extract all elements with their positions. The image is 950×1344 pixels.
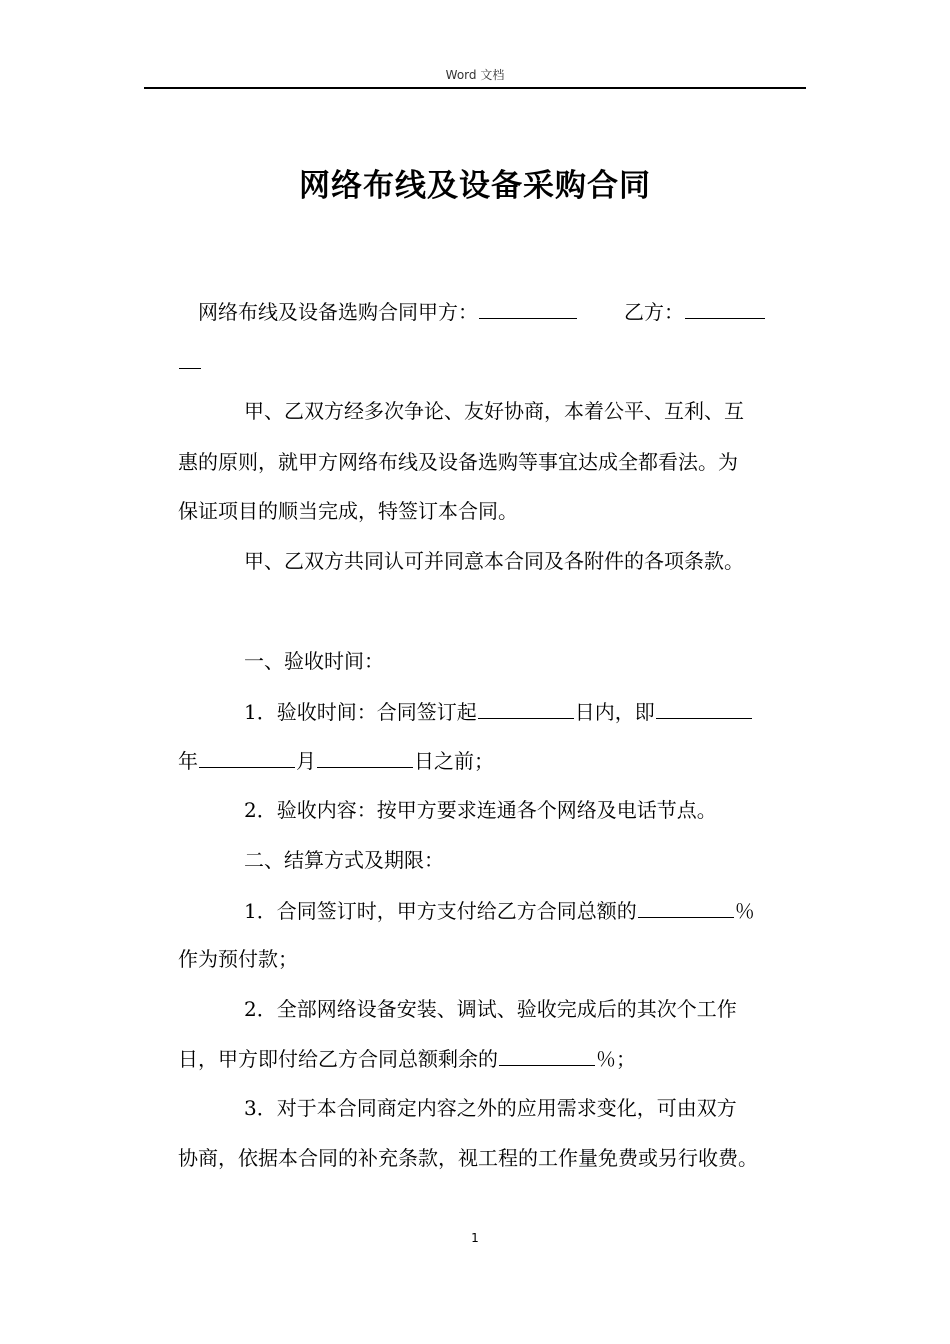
s1-i1-text-b: 日内，即 xyxy=(574,700,655,724)
s1-i1-text-d: 月 xyxy=(296,749,316,773)
parties-line xyxy=(198,298,766,325)
prepay-percent-blank xyxy=(638,897,734,918)
section-1-item-1-line-2 xyxy=(178,747,494,774)
s2-i2-text-b: 日，甲方即付给乙方合同总额剩余的 xyxy=(178,1047,498,1071)
document-title: 网络布线及设备采购合同 xyxy=(299,168,651,204)
s1-i1-text-a: 1．验收时间：合同签订起 xyxy=(244,700,477,724)
paragraph-1-line-2: 惠的原则，就甲方网络布线及设备选购等事宜达成全都看法。为 xyxy=(178,450,738,474)
paragraph-1-line-3: 保证项目的顺当完成，特签订本合同。 xyxy=(178,499,518,523)
section-2-item-2-line-1: 2．全部网络设备安装、调试、验收完成后的其次个工作 xyxy=(244,997,737,1021)
section-2-item-1-line-1 xyxy=(244,897,755,924)
s2-i1-text-a: 1．合同签订时，甲方支付给乙方合同总额的 xyxy=(244,899,637,923)
page-number: 1 xyxy=(471,1231,479,1245)
section-2-item-1-line-2: 作为预付款； xyxy=(178,947,298,971)
section-2-item-3-line-2: 协商，依据本合同的补充条款，视工程的工作量免费或另行收费。 xyxy=(178,1146,758,1170)
days-blank xyxy=(478,698,574,719)
section-2-item-3-line-1: 3．对于本合同商定内容之外的应用需求变化，可由双方 xyxy=(244,1096,737,1120)
s1-i1-text-c: 年 xyxy=(178,749,198,773)
s2-i2-text-c: ％； xyxy=(596,1047,636,1071)
month-blank xyxy=(199,747,295,768)
s1-i1-text-e: 日之前； xyxy=(414,749,494,773)
section-2-item-2-line-2 xyxy=(178,1045,636,1072)
section-1-item-1-line-1 xyxy=(244,698,753,725)
page-header: Word 文档 xyxy=(445,68,505,82)
section-1-item-2: 2．验收内容：按甲方要求连通各个网络及电话节点。 xyxy=(244,798,717,822)
party-b-blank-continued xyxy=(178,348,202,375)
party-a-blank xyxy=(479,298,577,319)
header-rule xyxy=(144,87,806,89)
s2-i1-text-b: ％ xyxy=(734,899,755,923)
paragraph-1-line-1: 甲、乙双方经多次争论、友好协商，本着公平、互利、互 xyxy=(244,399,744,423)
remaining-percent-blank xyxy=(499,1045,595,1066)
party-b-label: 乙方： xyxy=(624,300,684,324)
paragraph-2: 甲、乙双方共同认可并同意本合同及各附件的各项条款。 xyxy=(244,549,744,573)
section-1-heading: 一、验收时间： xyxy=(244,649,384,673)
section-2-heading: 二、结算方式及期限： xyxy=(244,848,444,872)
party-b-blank xyxy=(685,298,765,319)
party-b-blank-tail xyxy=(179,348,201,369)
year-blank xyxy=(656,698,752,719)
party-a-label: 网络布线及设备选购合同甲方： xyxy=(198,300,478,324)
day-blank xyxy=(317,747,413,768)
